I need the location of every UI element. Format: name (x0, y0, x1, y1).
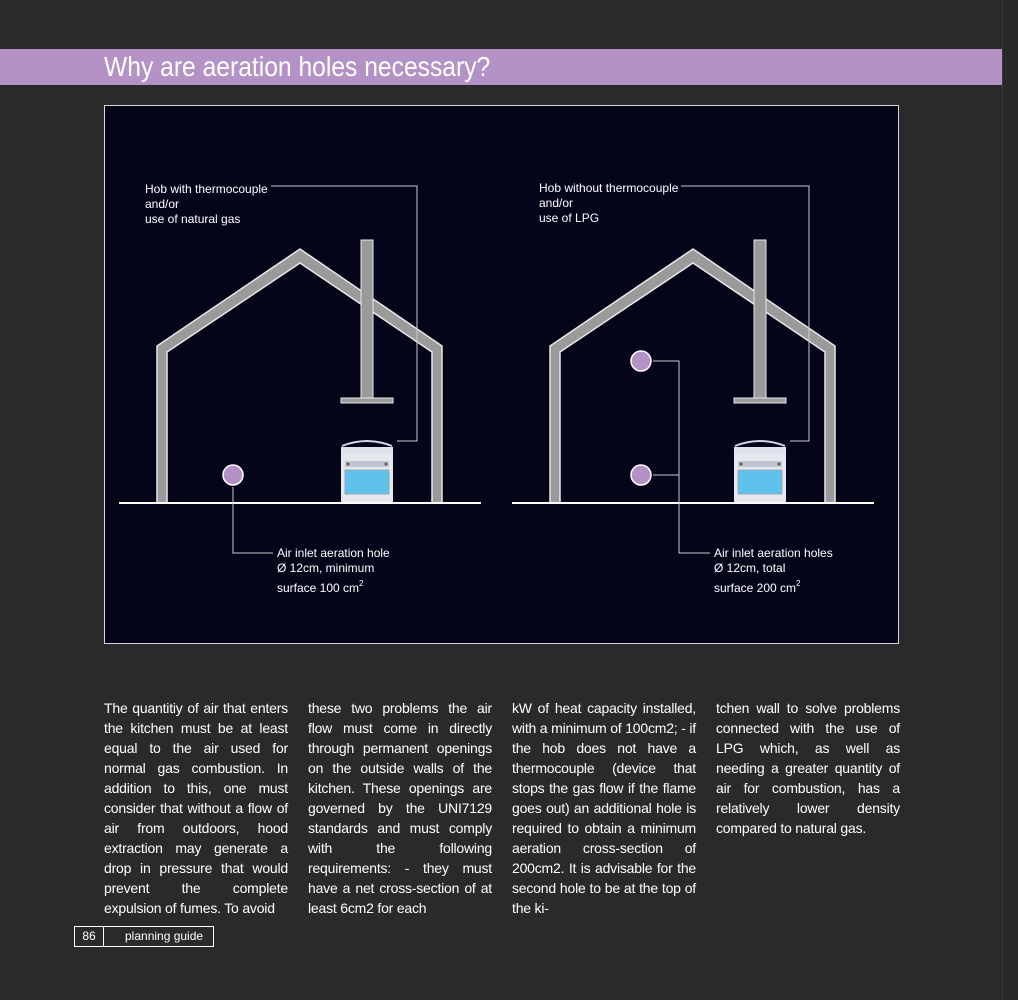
section-name: planning guide (125, 929, 204, 943)
page-footer (74, 926, 214, 947)
page-title: Why are aeration holes necessary? (104, 51, 491, 82)
left-house (119, 186, 481, 553)
right-house (512, 186, 874, 553)
aeration-hole (223, 465, 243, 485)
left-bottom-label: Air inlet aeration hole Ø 12cm, minimum surface 100 $cm^2$ (277, 546, 390, 595)
text-column-3: kW of heat capacity installed, with a minimum of 100cm2; - if the hob does not have a thermocouple (device that stops the gas flow if the flame goes out) an additional hole is required to obtain a minimum aeration cross-section of 200cm2. It is advisable for the second hole to be at the top of the ki- (512, 700, 696, 916)
page-number: 86 (75, 927, 104, 946)
aeration-hole-upper (631, 351, 651, 371)
text-column-2: these two problems the air flow must come in directly through permanent openings on the outside walls of the kitchen. These openings are governed by the UNI7129 standards and must comply with the following requirements: - they must have a net cross-section of at least 6cm2 for each (308, 700, 492, 916)
aeration-diagram (104, 105, 899, 644)
title-band (0, 49, 1002, 85)
right-top-label: Hob without thermocouple and/or use of LPG (539, 181, 679, 225)
page-edge (1002, 0, 1018, 1000)
aeration-hole-lower (631, 465, 651, 485)
right-bottom-label: Air inlet aeration holes Ø 12cm, total surface 200 $cm^2$ (714, 546, 833, 595)
text-column-4: tchen wall to solve problems connected with the use of LPG which, as well as needing a greater quantity of air for combustion, has a relatively lower density compared to natural gas. (716, 700, 900, 836)
text-column-1: The quantitiy of air that enters the kitchen must be at least equal to the air used for normal gas combustion. In addition to this, one must consider that without a flow of air from outdoors, hood extraction may generate a drop in pressure that would prevent the complete expulsion of fumes. To avoid (104, 700, 288, 916)
left-top-label: Hob with thermocouple and/or use of natural gas (145, 182, 268, 226)
body-text (104, 698, 900, 916)
